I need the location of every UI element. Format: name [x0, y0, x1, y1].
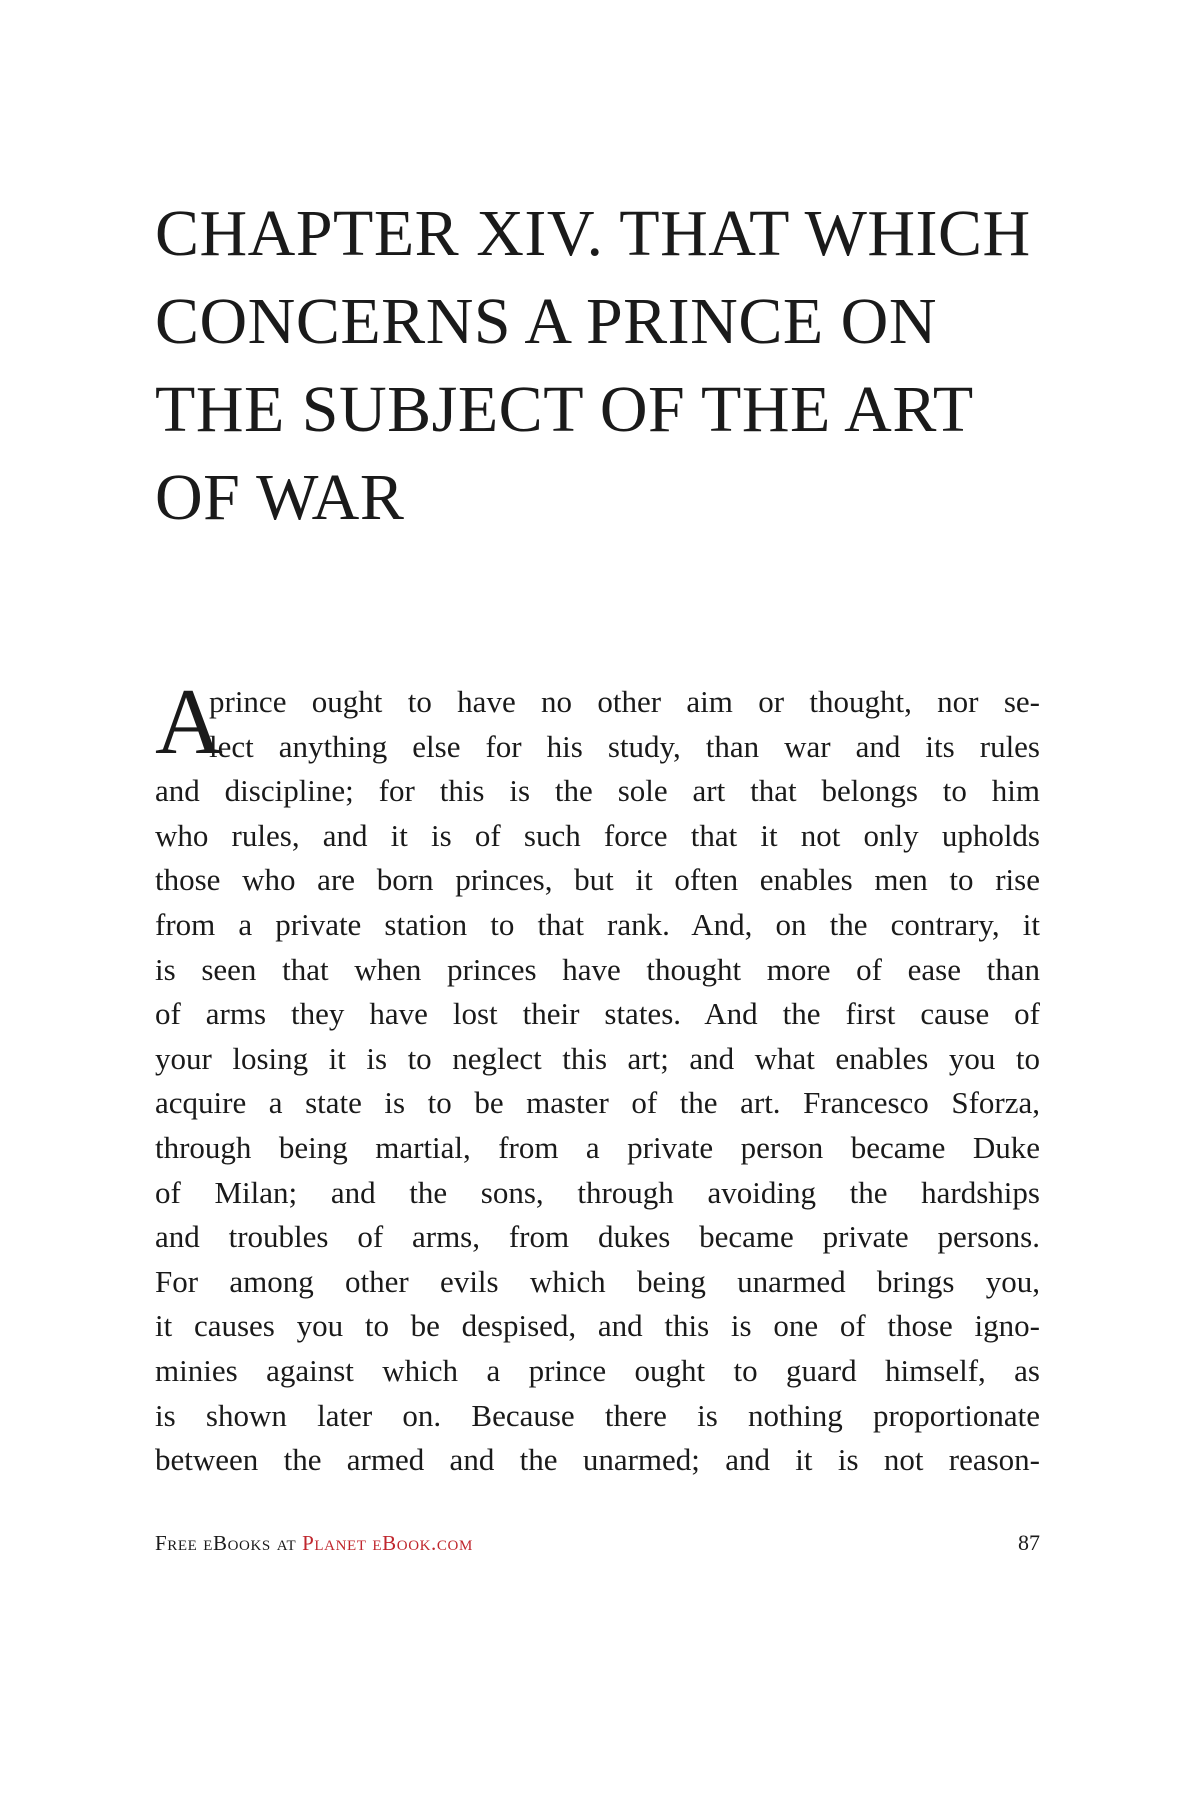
body-line: is seen that when princes have thought more of ease than	[155, 951, 1040, 987]
drop-cap: A	[155, 670, 223, 774]
footer-credit	[155, 1525, 473, 1561]
body-line: of Milan; and the sons, through avoiding the hardships	[155, 1174, 1040, 1210]
footer-prefix: Free eBooks at	[155, 1531, 303, 1555]
body-line: and troubles of arms, from dukes became private persons.	[155, 1219, 1040, 1255]
body-line: prince ought to have no other aim or thought, nor se-	[209, 684, 1040, 719]
body-line: For among other evils which being unarmed brings you,	[155, 1263, 1040, 1299]
page-number: 87	[1018, 1530, 1040, 1555]
body-line: it causes you to be despised, and this is one of those igno-	[155, 1308, 1040, 1344]
body-line: your losing it is to neglect this art; and what enables you to	[155, 1040, 1040, 1076]
body-line: minies against which a prince ought to guard himself, as	[155, 1352, 1040, 1388]
body-line: acquire a state is to be master of the art. Francesco Sforza,	[155, 1085, 1040, 1121]
body-line: lect anything else for his study, than war and its rules	[209, 728, 1040, 764]
chapter-body	[155, 670, 1040, 1483]
body-line: is shown later on. Because there is nothing proportionate	[155, 1397, 1040, 1433]
chapter-title: CHAPTER XIV. THAT WHICH CONCERNS A PRINCE ON THE SUBJECT OF THE ART OF WAR	[155, 197, 1031, 534]
body-line: through being martial, from a private person became Duke	[155, 1129, 1040, 1165]
body-line: from a private station to that rank. And, on the contrary, it	[155, 906, 1040, 942]
body-line: who rules, and it is of such force that it not only upholds	[155, 817, 1040, 853]
body-line: of arms they have lost their states. And the first cause of	[155, 996, 1040, 1032]
body-line: between the armed and the unarmed; and it is not reason-	[155, 1442, 1040, 1478]
page-footer	[155, 1525, 1040, 1561]
footer-brand-link[interactable]: Planet eBook.com	[302, 1531, 473, 1555]
body-line: those who are born princes, but it often enables men to rise	[155, 862, 1040, 898]
body-line: and discipline; for this is the sole art that belongs to him	[155, 773, 1040, 809]
